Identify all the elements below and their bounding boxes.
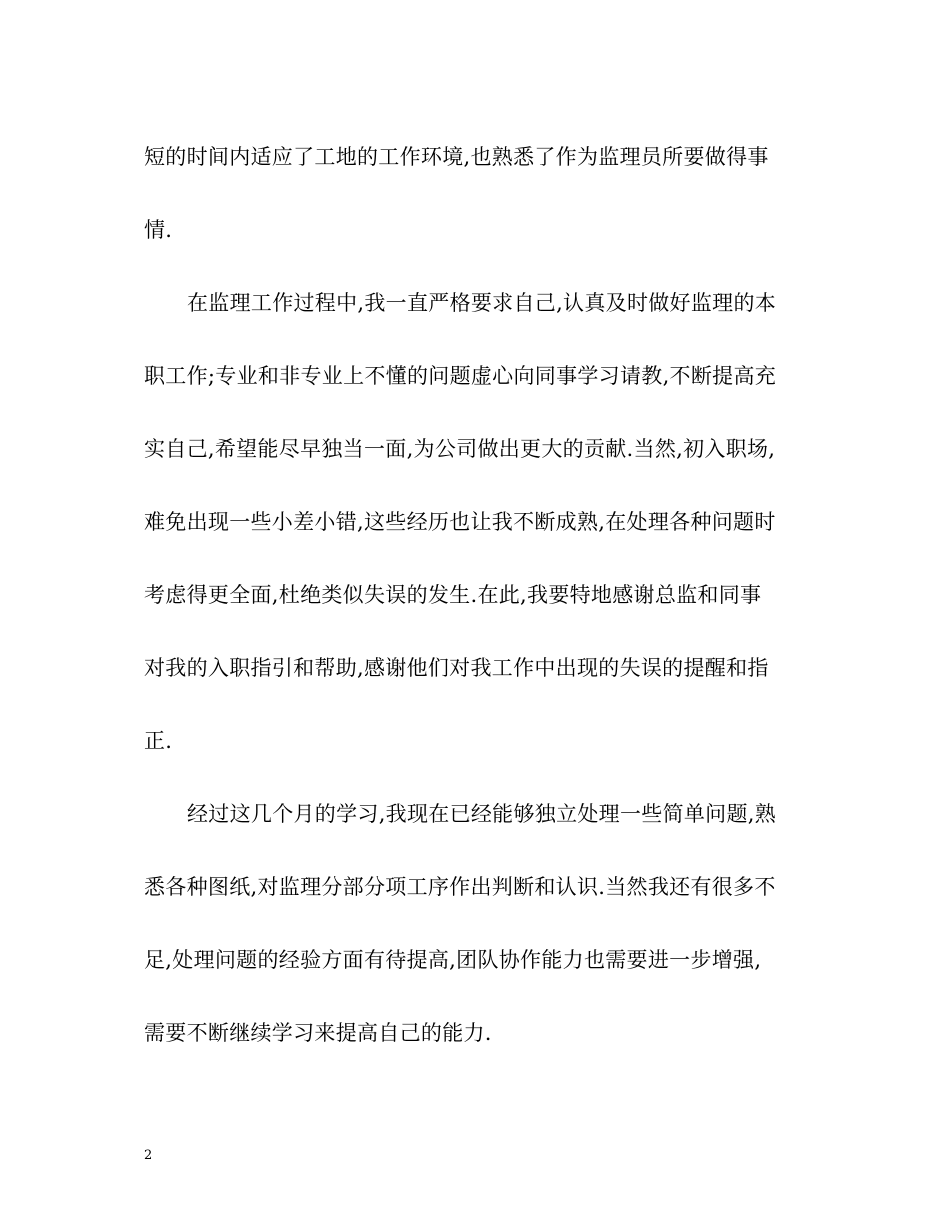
text-line: 情.: [144, 218, 173, 242]
text-line: 难免出现一些小差小错,这些经历也让我不断成熟,在处理各种问题时: [144, 510, 776, 534]
text-line: 对我的入职指引和帮助,感谢他们对我工作中出现的失误的提醒和指: [144, 656, 769, 680]
text-line: 需要不断继续学习来提高自己的能力.: [144, 1021, 492, 1045]
paragraph-start-line: 经过这几个月的学习,我现在已经能够独立处理一些简单问题,熟: [187, 802, 777, 826]
text-line: 足,处理问题的经验方面有待提高,团队协作能力也需要进一步增强,: [144, 948, 762, 972]
page-number: 2: [144, 1148, 153, 1163]
text-line: 短的时间内适应了工地的工作环境,也熟悉了作为监理员所要做得事: [144, 145, 769, 169]
text-line: 实自己,希望能尽早独当一面,为公司做出更大的贡献.当然,初入职场,: [144, 437, 776, 461]
text-line: 悉各种图纸,对监理分部分项工序作出判断和认识.当然我还有很多不: [144, 875, 776, 899]
text-line: 正.: [144, 729, 173, 753]
paragraph-start-line: 在监理工作过程中,我一直严格要求自己,认真及时做好监理的本: [187, 291, 777, 315]
text-line: 职工作;专业和非专业上不懂的问题虚心向同事学习请教,不断提高充: [144, 364, 777, 388]
text-line: 考虑得更全面,杜绝类似失误的发生.在此,我要特地感谢总监和同事: [144, 583, 762, 607]
